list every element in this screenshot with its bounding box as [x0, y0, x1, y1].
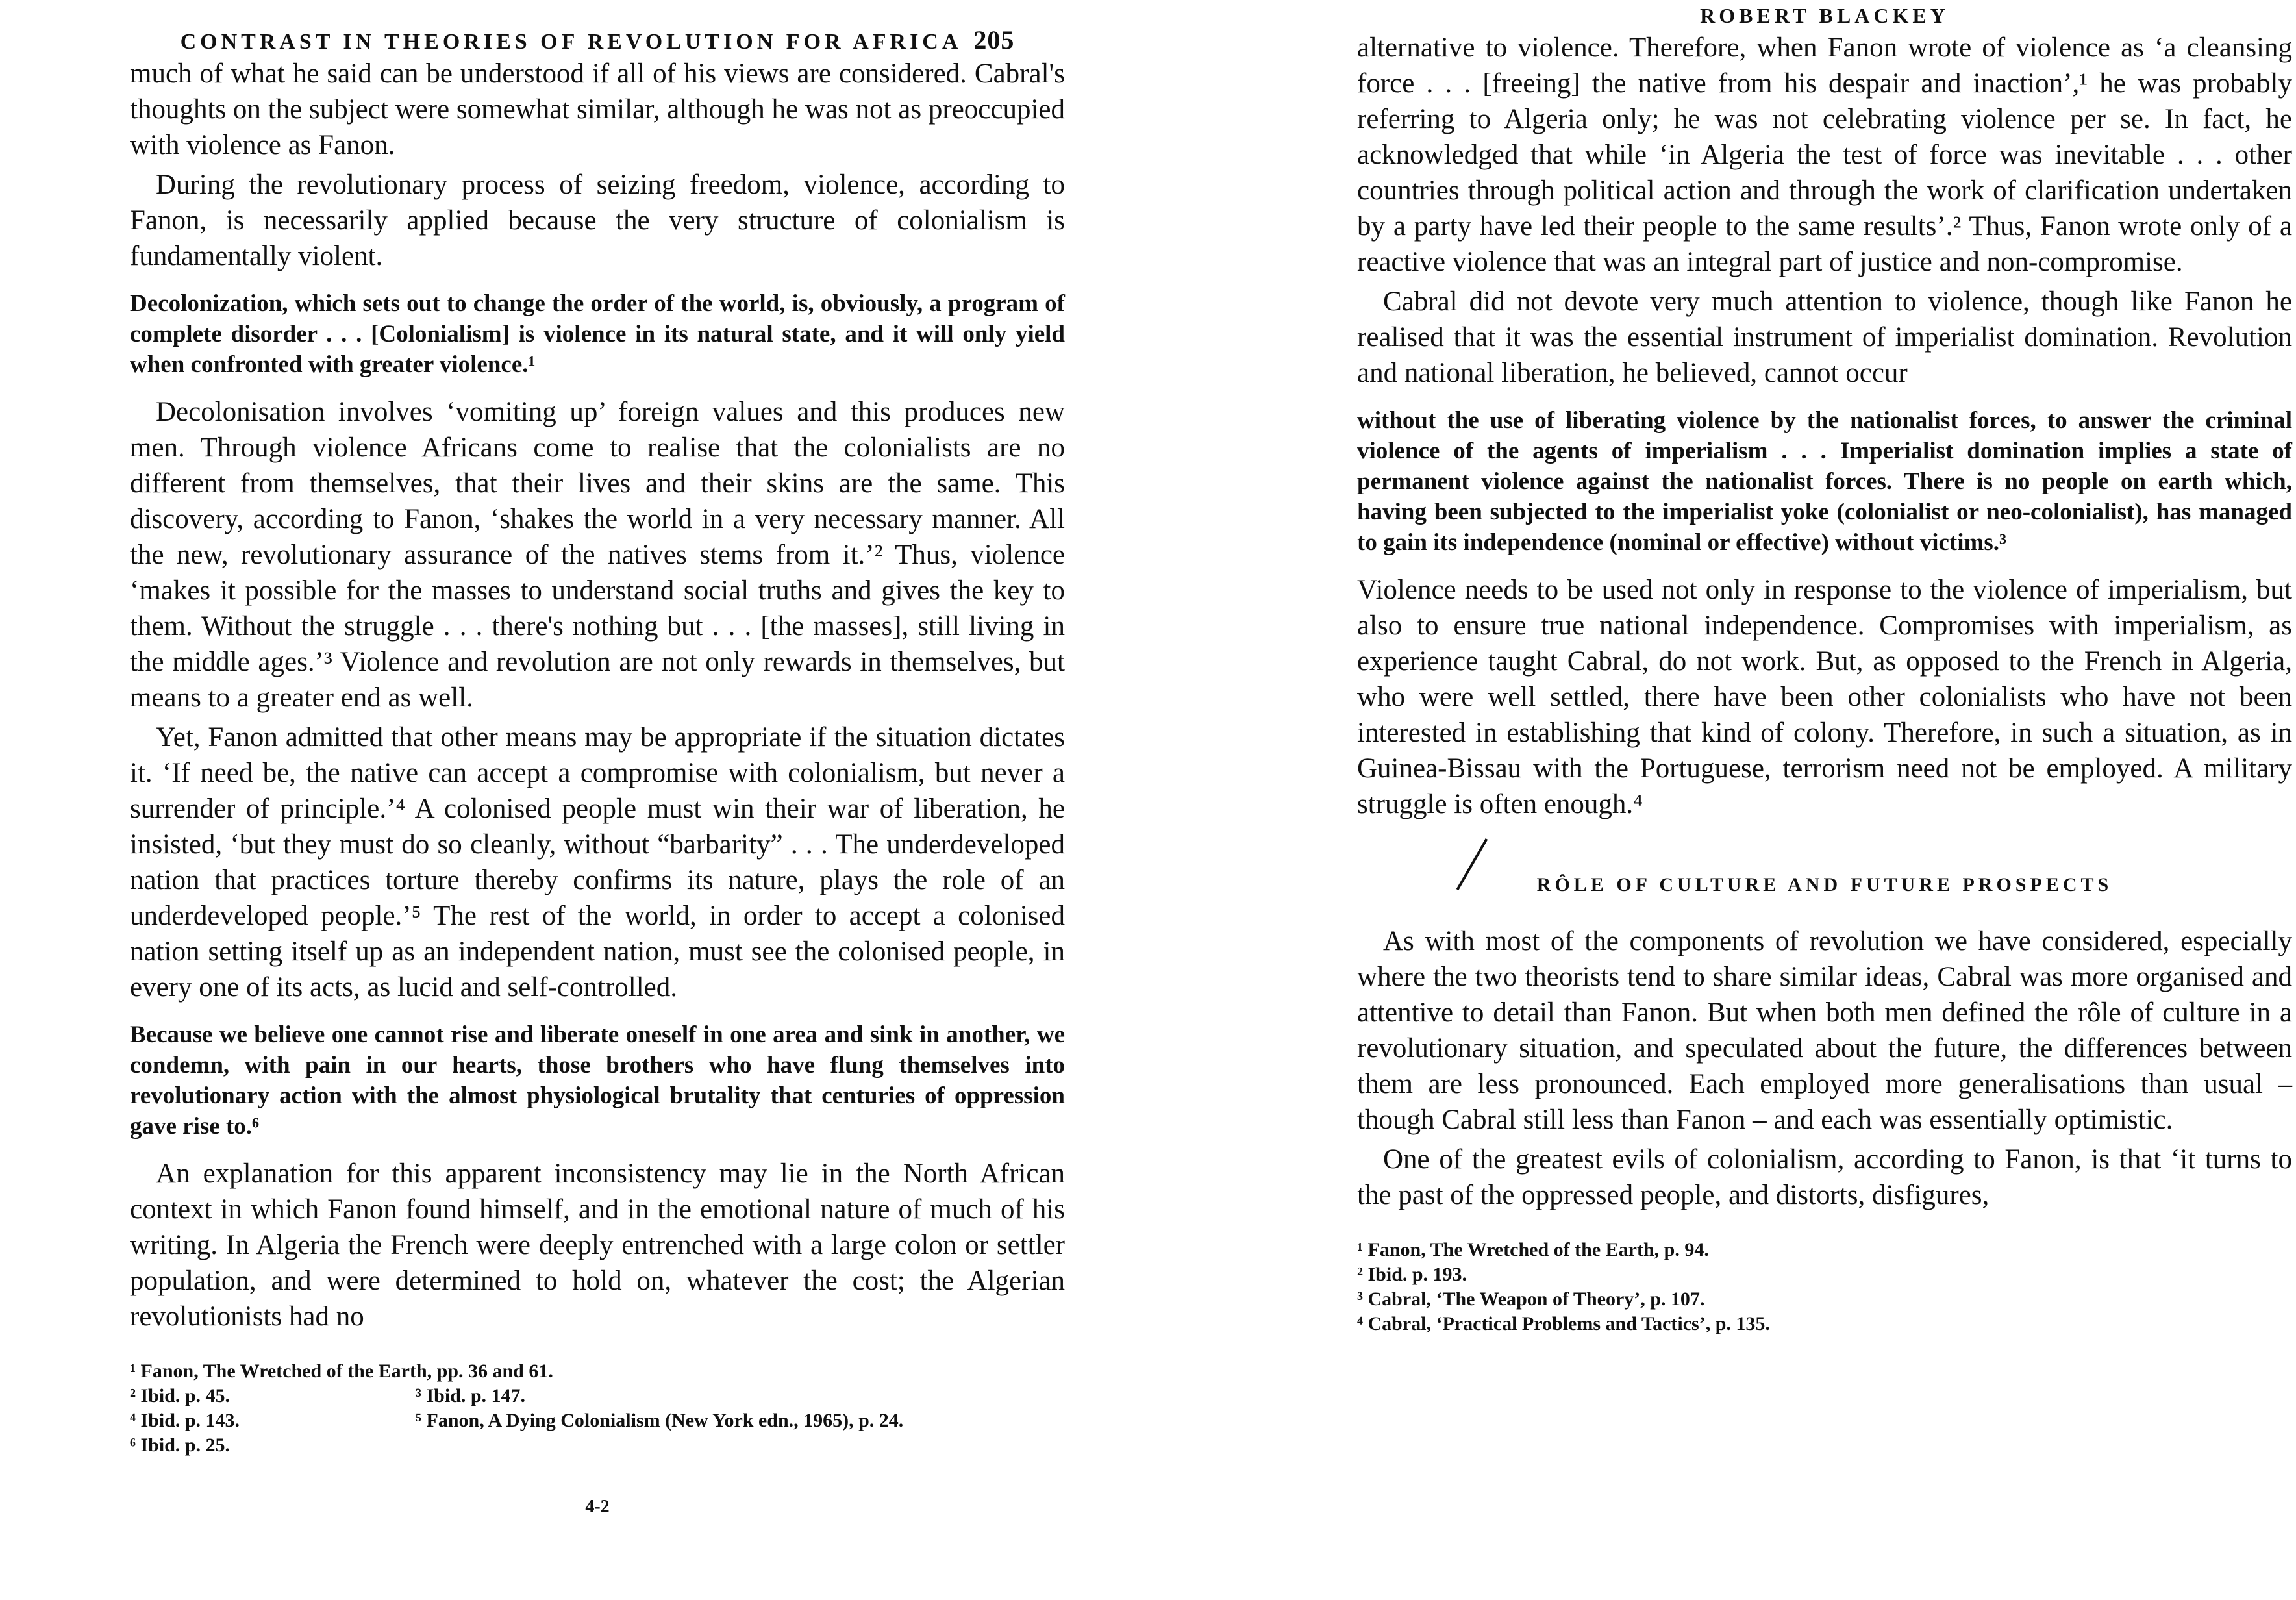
paragraph: Cabral did not devote very much attention to violence, though like Fanon he realised that it was the essential instrument of imperialist domination. Revolution and national liberation, he believed, cannot occur: [1357, 286, 2292, 388]
paragraph: An explanation for this apparent inconsistency may lie in the North African context in which Fanon found himself, and in the emotional nature of much of his writing. In Algeria the French were deeply entrenched with a large colon or settler population, and were determined to hold on, whatever the cost; the Algerian revolutionists had no: [130, 1158, 1065, 1332]
folio: 4-2: [585, 1497, 610, 1517]
page-number: 205: [973, 25, 1015, 55]
running-head-title: CONTRAST IN THEORIES OF REVOLUTION FOR AFRICA: [180, 30, 962, 54]
footnotes: [130, 1359, 1065, 1458]
block-quote: Because we believe one cannot rise and liberate oneself in one area and sink in another, we condemn, with pain in our hearts, those brothers who have flung themselves into revolutionary action with the almost physiological brutality that centuries of oppression gave rise to.⁶: [130, 1021, 1065, 1140]
footnote: ² Ibid. p. 193.: [1357, 1264, 1467, 1285]
paragraph: As with most of the components of revolution we have considered, especially where the two theorists tend to share similar ideas, Cabral was more organised and attentive to detail than Fanon. But when both men defined the rôle of culture in a revolutionary situation, and speculated about the future, the differences between them are less pronounced. Each employed more generalisations than usual – though Cabral still less than Fanon – and each was essentially optimistic.: [1357, 926, 2292, 1135]
footnote: ⁴ Cabral, ‘Practical Problems and Tactics’, p. 135.: [1357, 1313, 1770, 1334]
block-quote: Decolonization, which sets out to change the order of the world, is, obviously, a program of complete disorder . . . [Colonialism] is violence in its natural state, and it will only yield when confronted with greater violence.¹: [130, 290, 1065, 378]
right-page: [1357, 0, 2292, 1336]
footnote: ¹ Fanon, The Wretched of the Earth, pp. 36 and 61.: [130, 1360, 553, 1382]
paragraph: Decolonisation involves ‘vomiting up’ foreign values and this produces new men. Through violence Africans come to realise that the colonialists are no different from themselves, that their lives and their skins are the same. This discovery, according to Fanon, ‘shakes the world in a very necessary manner. All the new, revolutionary assurance of the natives stems from it.’² Thus, violence ‘makes it possible for the masses to understand social truths and gives the key to them. Without the struggle . . . there's nothing but . . . [the masses], still living in the middle ages.’³ Violence and revolution are not only rewards in themselves, but means to a greater end as well.: [130, 397, 1065, 713]
paragraph: Violence needs to be used not only in response to the violence of imperialism, but also to ensure true national independence. Compromises with imperialism, as experience taught Cabral, do not work. But, as opposed to the French in Algeria, who were well settled, there have been other colonialists who have not been interested in establishing that kind of colony. Therefore, in such a situation, as in Guinea-Bissau with the Portuguese, terrorism need not be employed. A military struggle is often enough.⁴: [1357, 575, 2292, 819]
paragraph: Yet, Fanon admitted that other means may be appropriate if the situation dictates it. ‘If need be, the native can accept a compromise with colonialism, but never a surrender of principle.’⁴ A colonised people must win their war of liberation, he insisted, ‘but they must do so cleanly, without “barbarity” . . . The underdeveloped nation that practices torture thereby confirms its nature, plays the role of an underdeveloped people.’⁵ The rest of the world, in order to accept a colonised nation setting itself up as an independent nation, must see the colonised people, in every one of its acts, as lucid and self-controlled.: [130, 722, 1065, 1003]
footnote: ³ Ibid. p. 147.: [416, 1385, 526, 1406]
paragraph: One of the greatest evils of colonialism, according to Fanon, is that ‘it turns to the past of the oppressed people, and distorts, disfigures,: [1357, 1144, 2292, 1210]
right-body: [1357, 30, 2292, 822]
footnotes: [1357, 1238, 2292, 1336]
section-heading: [1357, 874, 2292, 896]
paragraph: alternative to violence. Therefore, when Fanon wrote of violence as ‘a cleansing force . . . [freeing] the native from his despair and inaction’,¹ he was probably referring to Algeria only; he was not celebrating violence per se. In fact, he acknowledged that while ‘in Algeria the test of force was inevitable . . . other countries through political action and through the work of clarification undertaken by a party have led their people to the same results’.² Thus, Fanon wrote only of a reactive violence that was an integral part of justice and non-compromise.: [1357, 32, 2292, 277]
block-quote: without the use of liberating violence by the nationalist forces, to answer the criminal violence of the agents of imperialism . . . Imperialist domination implies a state of permanent violence against the nationalist forces. There is no people on earth which, having been subjected to the imperialist yoke (colonialist or neo-colonialist), has managed to gain its independence (nominal or effective) without victims.³: [1357, 407, 2292, 556]
running-head: ROBERT BLACKEY: [1700, 4, 1949, 27]
section-heading-text: RÔLE OF CULTURE AND FUTURE PROSPECTS: [1536, 874, 2113, 895]
running-head: [130, 25, 1065, 56]
pen-mark: [1456, 838, 1488, 890]
footnote: ³ Cabral, ‘The Weapon of Theory’, p. 107.: [1357, 1288, 1705, 1310]
paragraph: During the revolutionary process of seizing freedom, violence, according to Fanon, is necessarily applied because the very structure of colonialism is fundamentally violent.: [130, 169, 1065, 271]
footnote: ⁵ Fanon, A Dying Colonialism (New York edn., 1965), p. 24.: [416, 1410, 904, 1431]
footnote: ¹ Fanon, The Wretched of the Earth, p. 94.: [1357, 1239, 1709, 1260]
footnote: ² Ibid. p. 45.: [130, 1385, 231, 1406]
left-body: [130, 56, 1065, 1334]
right-body-continued: [1357, 923, 2292, 1213]
footnote: ⁴ Ibid. p. 143.: [130, 1410, 240, 1431]
left-page: [130, 0, 1065, 1518]
footnote: ⁶ Ibid. p. 25.: [130, 1434, 231, 1456]
paragraph: much of what he said can be understood if all of his views are considered. Cabral's thoughts on the subject were somewhat similar, although he was not as preoccupied with violence as Fanon.: [130, 58, 1065, 160]
